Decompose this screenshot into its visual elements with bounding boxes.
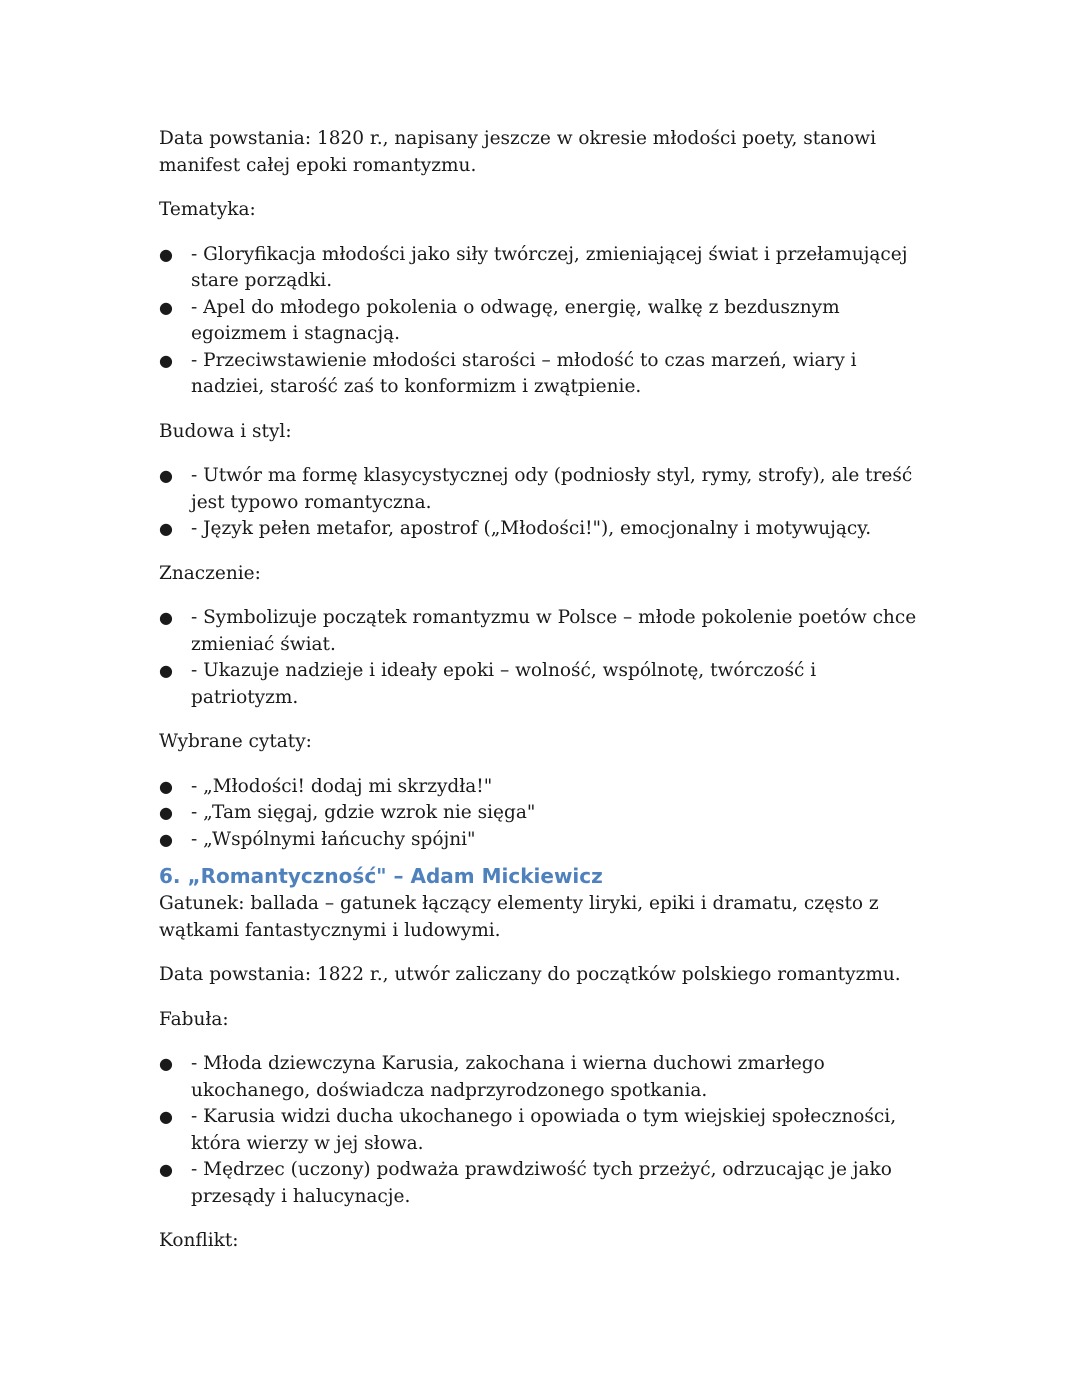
budowa-list bbox=[159, 463, 929, 543]
date-paragraph: Data powstania: 1822 r., utwór zaliczany do początków polskiego romantyzmu. bbox=[159, 964, 901, 985]
bullet-icon: ● bbox=[159, 244, 173, 264]
list-item: ● - Mędrzec (uczony) podważa prawdziwość tych przeżyć, odrzucając je jako przesądy i halucynacje. bbox=[159, 1159, 892, 1207]
fabula-label: Fabuła: bbox=[159, 1008, 229, 1030]
bullet-icon: ● bbox=[159, 803, 173, 822]
znaczenie-label: Znaczenie: bbox=[159, 562, 261, 584]
list-item: ● - Przeciwstawienie młodości starości – młodość to czas marzeń, wiary i nadziei, starość zaś to konformizm i zwątpienie. bbox=[159, 349, 857, 397]
bullet-icon: ● bbox=[159, 661, 173, 680]
bullet-icon: ● bbox=[159, 466, 173, 485]
tematyka-label: Tematyka: bbox=[159, 199, 256, 220]
list-item: ● - Symbolizuje początek romantyzmu w Polsce – młode pokolenie poetów chce zmieniać świat. bbox=[159, 607, 917, 655]
list-item: ● - „Młodości! dodaj mi skrzydła!" bbox=[159, 774, 929, 801]
znaczenie-list bbox=[159, 605, 929, 711]
list-item: ● - „Tam sięgaj, gdzie wzrok nie sięga" bbox=[159, 800, 929, 827]
bullet-icon: ● bbox=[159, 1160, 173, 1179]
tematyka-list bbox=[159, 242, 929, 401]
cytaty-label: Wybrane cytaty: bbox=[159, 731, 312, 752]
section-heading: 6. „Romantyczność" – Adam Mickiewicz bbox=[159, 864, 603, 888]
document-page bbox=[159, 126, 929, 1273]
budowa-label: Budowa i styl: bbox=[159, 420, 292, 442]
list-item: ● - Apel do młodego pokolenia o odwagę, energię, walkę z bezdusznym egoizmem i stagnacją. bbox=[159, 296, 840, 344]
bullet-icon: ● bbox=[159, 829, 173, 849]
list-item: ● - Ukazuje nadzieje i ideały epoki – wolność, wspólnotę, twórczość i patriotyzm. bbox=[159, 660, 817, 708]
gatunek-paragraph: Gatunek: ballada – gatunek łączący elementy liryki, epiki i dramatu, często z wątkami fantastycznymi i ludowymi. bbox=[159, 893, 879, 941]
fabula-list bbox=[159, 1051, 929, 1210]
bullet-icon: ● bbox=[159, 1107, 173, 1126]
bullet-icon: ● bbox=[159, 297, 173, 317]
konflikt-label: Konflikt: bbox=[159, 1230, 239, 1251]
list-item: ● - Karusia widzi ducha ukochanego i opowiada o tym wiejskiej społeczności, która wierzy w jej słowa. bbox=[159, 1106, 897, 1154]
bullet-icon: ● bbox=[159, 350, 173, 370]
bullet-icon: ● bbox=[159, 608, 173, 627]
list-item: ● - Język pełen metafor, apostrof („Młodości!"), emocjonalny i motywujący. bbox=[159, 516, 929, 543]
list-item: ● - Gloryfikacja młodości jako siły twórczej, zmieniającej świat i przełamującej stare porządki. bbox=[159, 243, 908, 291]
list-item: ● - Utwór ma formę klasycystycznej ody (podniosły styl, rymy, strofy), ale treść jest typowo romantyczna. bbox=[159, 465, 913, 513]
bullet-icon: ● bbox=[159, 776, 173, 796]
date-paragraph: Data powstania: 1820 r., napisany jeszcze w okresie młodości poety, stanowi manifest całej epoki romantyzmu. bbox=[159, 128, 876, 176]
bullet-icon: ● bbox=[159, 1054, 173, 1073]
list-item: ● - Młoda dziewczyna Karusia, zakochana i wierna duchowi zmarłego ukochanego, doświadcza nadprzyrodzonego spotkania. bbox=[159, 1053, 825, 1101]
list-item: ● - „Wspólnymi łańcuchy spójni" bbox=[159, 827, 929, 854]
bullet-icon: ● bbox=[159, 519, 173, 538]
cytaty-list bbox=[159, 774, 929, 854]
